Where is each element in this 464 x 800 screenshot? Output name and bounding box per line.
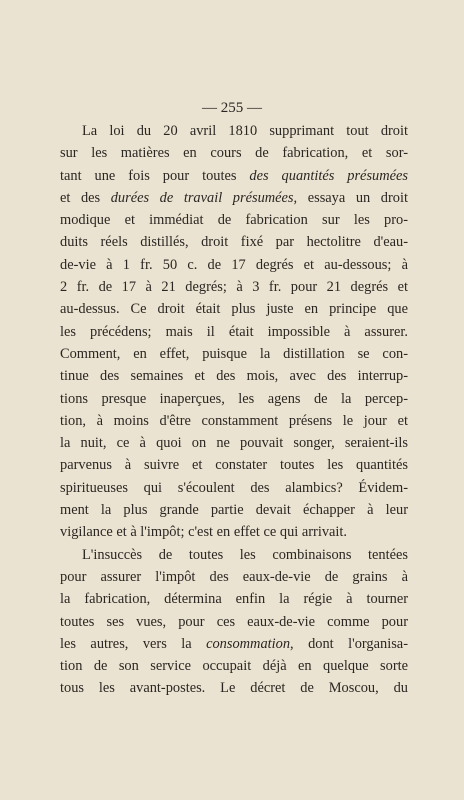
- paragraph: [60, 544, 408, 700]
- text-line: [60, 254, 408, 276]
- text-segment: les autres, vers la: [60, 635, 207, 652]
- text-line: [60, 410, 408, 432]
- text-line: [60, 477, 408, 499]
- text-line: [60, 544, 408, 566]
- text-line: [60, 142, 408, 164]
- text-line: [60, 566, 408, 588]
- text-segment: L'insuccès de toutes les combinaisons tentées: [82, 546, 408, 563]
- text-segment: tous les avant-postes. Le décret de Moscou, du: [60, 680, 408, 697]
- text-line: [60, 165, 408, 187]
- text-line: [60, 521, 408, 543]
- text-segment: la fabrication, détermina enfin la régie à tourner: [60, 591, 408, 608]
- text-segment: parvenus à suivre et constater toutes les quantités: [60, 457, 408, 474]
- text-segment: pour assurer l'impôt des eaux-de-vie de grains à: [60, 568, 408, 585]
- text-segment: Comment, en effet, puisque la distillation se con-: [60, 345, 408, 362]
- text-segment: ment la plus grande partie devait échapper à leur: [60, 502, 408, 519]
- text-segment: tion de son service occupait déjà en quelque sorte: [60, 658, 408, 675]
- text-segment: et des: [60, 189, 111, 206]
- text-line: [60, 611, 408, 633]
- text-segment: tions presque inaperçues, les agens de la percep-: [60, 390, 408, 407]
- paragraph: [60, 120, 408, 544]
- text-line: [60, 298, 408, 320]
- body-text: [60, 120, 408, 700]
- text-line: [60, 677, 408, 699]
- text-segment: spiritueuses qui s'écoulent des alambics? Évidem-: [60, 479, 408, 496]
- text-line: [60, 432, 408, 454]
- text-segment: , dont l'organisa-: [290, 635, 408, 652]
- text-line: [60, 388, 408, 410]
- text-segment: les précédens; mais il était impossible à assurer.: [60, 323, 408, 340]
- text-line: [60, 231, 408, 253]
- text-segment: vigilance et à l'impôt; c'est en effet ce qui arrivait.: [60, 524, 348, 541]
- text-segment: tion, à moins d'être constamment présens le jour et: [60, 412, 408, 429]
- text-segment: toutes ses vues, pour ces eaux-de-vie comme pour: [60, 613, 408, 630]
- text-segment: au-dessus. Ce droit était plus juste en principe que: [60, 301, 408, 318]
- text-line: [60, 499, 408, 521]
- text-line: [60, 321, 408, 343]
- text-segment: La loi du 20 avril 1810 supprimant tout droit: [82, 123, 408, 139]
- text-line: [60, 187, 408, 209]
- text-segment: sur les matières en cours de fabrication, et sor-: [60, 145, 408, 162]
- text-segment: de-vie à 1 fr. 50 c. de 17 degrés et au-dessous; à: [60, 256, 408, 273]
- italic-phrase: des quantités présumées: [249, 167, 409, 184]
- page-number: — 255 —: [202, 100, 262, 116]
- text-segment: 2 fr. de 17 à 21 degrés; à 3 fr. pour 21 degrés et: [60, 279, 408, 296]
- text-segment: tinue des semaines et des mois, avec des interrup-: [60, 368, 408, 385]
- text-line: [60, 365, 408, 387]
- italic-phrase: consommation: [206, 635, 291, 652]
- text-line: [60, 276, 408, 298]
- text-segment: modique et immédiat de fabrication sur les pro-: [60, 212, 408, 229]
- text-segment: la nuit, ce à quoi on ne pouvait songer, seraient-ils: [60, 435, 408, 452]
- text-line: [60, 454, 408, 476]
- text-line: [60, 209, 408, 231]
- text-line: [60, 343, 408, 365]
- italic-phrase: durées de travail présumées: [110, 189, 294, 206]
- text-line: [60, 633, 408, 655]
- text-segment: tant une fois pour toutes: [60, 167, 250, 184]
- text-line: [60, 120, 408, 142]
- text-line: [60, 655, 408, 677]
- text-line: [60, 588, 408, 610]
- text-segment: , essaya un droit: [293, 189, 408, 206]
- text-segment: duits réels distillés, droit fixé par hectolitre d'eau-: [60, 234, 408, 251]
